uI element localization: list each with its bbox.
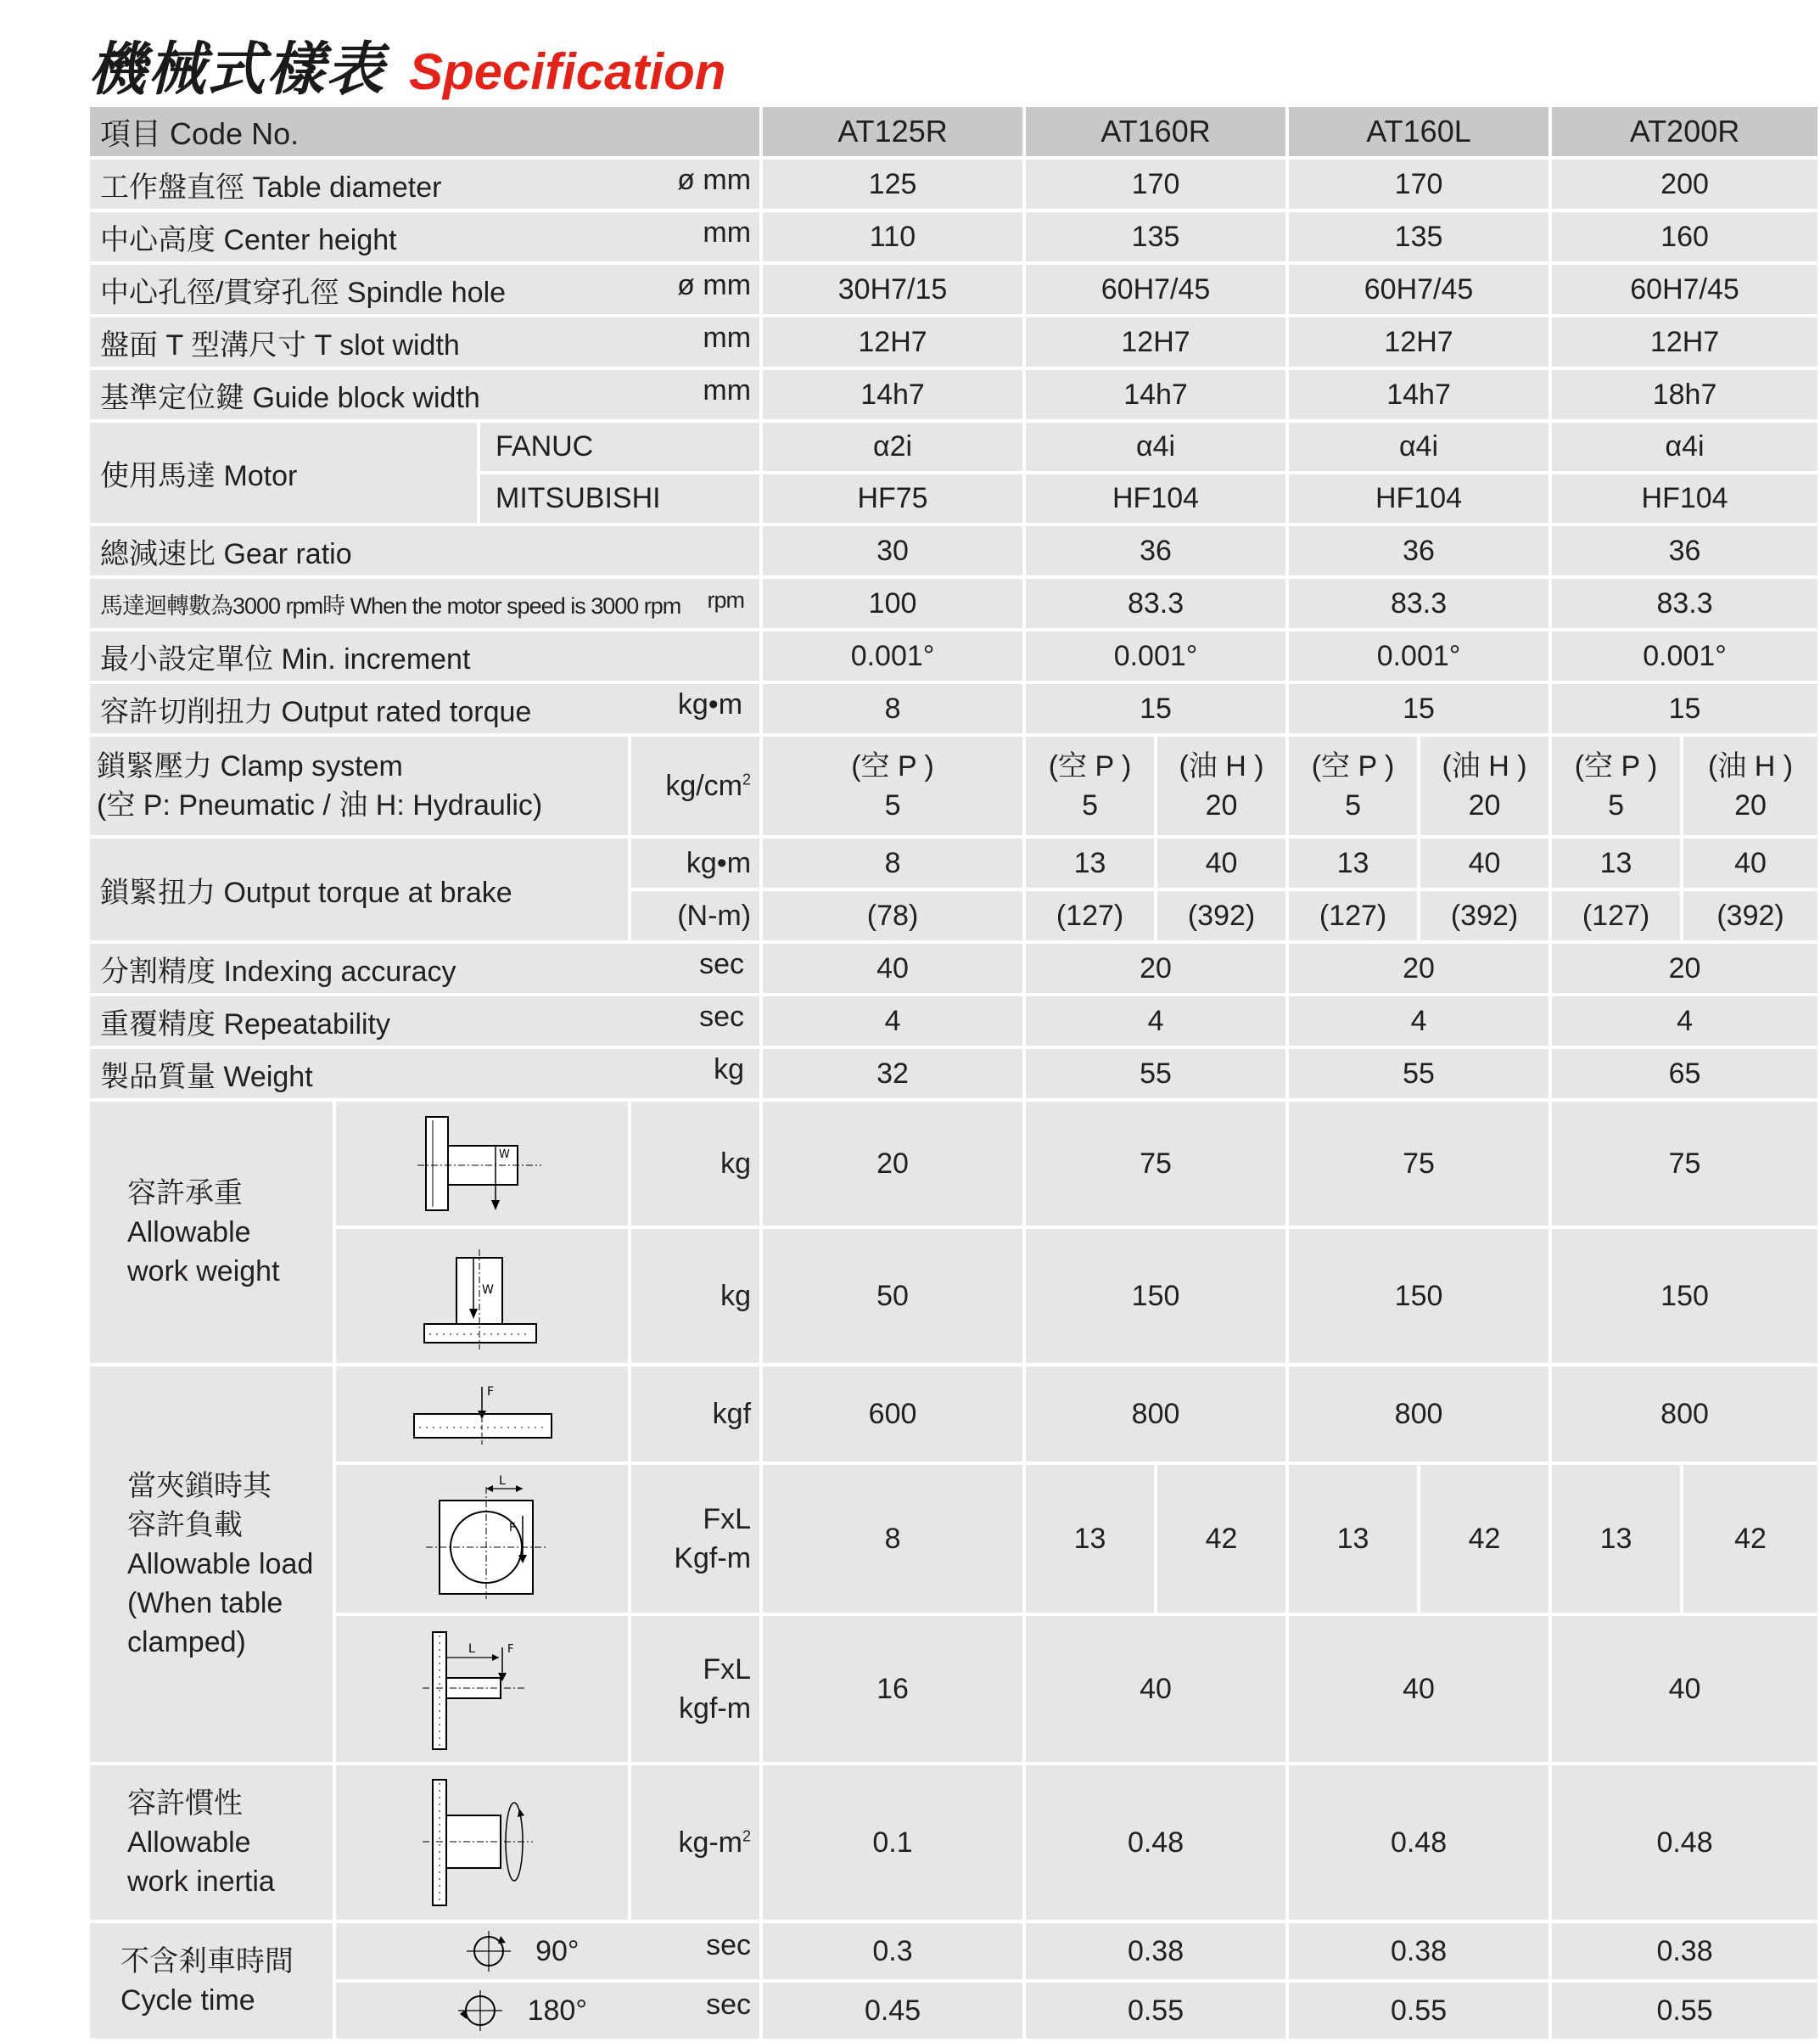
value-cell: (127): [1024, 889, 1156, 942]
value-cell: 15: [1550, 682, 1819, 735]
clamp-label-line1: 鎖緊壓力 Clamp system: [97, 750, 403, 783]
spec-cell: [88, 210, 761, 263]
rotation-180-icon: [455, 1989, 506, 2033]
svg-text:F: F: [487, 1385, 495, 1399]
value-cell: 30H7/15: [761, 263, 1024, 316]
row-guide-block: [88, 368, 1819, 421]
clamp-type: (油 H ): [1708, 750, 1794, 783]
value-cell: 4: [1287, 995, 1550, 1047]
row-work-weight-horizontal: [88, 1100, 1819, 1227]
value-cell: 4: [1550, 995, 1819, 1047]
value-cell: 125: [761, 158, 1024, 210]
value-cell: 36: [1287, 525, 1550, 577]
value-cell: 800: [1550, 1365, 1819, 1463]
value-cell: 0.55: [1287, 1981, 1550, 2040]
value-cell: 0.55: [1550, 1981, 1819, 2040]
value-cell: 55: [1024, 1047, 1287, 1100]
clamp-value: 20: [1734, 789, 1767, 822]
value-cell: 75: [1024, 1100, 1287, 1227]
overhang-load-figure: [334, 1614, 630, 1764]
header-label: 項目 Code No.: [88, 105, 761, 158]
title-english: Specification: [409, 43, 726, 100]
rotation-90-icon: [463, 1929, 514, 1973]
brake-unit-nm: (N-m): [630, 889, 761, 942]
motor-brand-fanuc: FANUC: [479, 421, 761, 473]
value-cell: 800: [1024, 1365, 1287, 1463]
clamp-cell: [1287, 735, 1419, 837]
spec-label: 使用馬達 Motor: [88, 421, 479, 525]
clamp-value: 5: [884, 789, 901, 822]
row-indexing: [88, 942, 1819, 995]
spec-label: 中心高度 Center height: [100, 223, 397, 256]
value-cell: 170: [1287, 158, 1550, 210]
value-cell: 12H7: [1287, 316, 1550, 368]
value-cell: 40: [1682, 837, 1819, 889]
spec-label: 製品質量 Weight: [100, 1060, 313, 1093]
clamp-type: (油 H ): [1179, 750, 1264, 783]
spec-label: 總減速比 Gear ratio: [88, 525, 761, 577]
value-cell: 12H7: [761, 316, 1024, 368]
spec-cell: [88, 682, 761, 735]
value-cell: 12H7: [1024, 316, 1287, 368]
value-cell: 36: [1550, 525, 1819, 577]
row-motor-speed: [88, 577, 1819, 630]
specification-table: [87, 104, 1820, 2042]
value-cell: HF104: [1024, 473, 1287, 525]
clamp-unit: $kg/cm^2$: [630, 735, 761, 837]
moment-force-diagram-icon: [414, 1475, 550, 1602]
value-cell: 13: [1550, 837, 1682, 889]
svg-text:W: W: [499, 1148, 510, 1161]
value-cell: HF104: [1287, 473, 1550, 525]
title-chinese: 機械式樣表: [88, 36, 386, 104]
value-cell: 42: [1156, 1463, 1287, 1614]
row-inertia: [88, 1764, 1819, 1921]
work-weight-label: 容許承重 Allowable work weight: [88, 1100, 334, 1365]
value-cell: 83.3: [1287, 577, 1550, 630]
value-cell: 0.001°: [1024, 630, 1287, 682]
row-clamp-system: [88, 735, 1819, 837]
row-min-increment: [88, 630, 1819, 682]
cycle-90-cell: [334, 1921, 761, 1981]
cycle-unit: sec: [706, 1929, 752, 1961]
value-cell: (78): [761, 889, 1024, 942]
value-cell: 13: [1287, 1463, 1419, 1614]
value-cell: 100: [761, 577, 1024, 630]
brake-unit: kg•m: [630, 837, 761, 889]
value-cell: 15: [1024, 682, 1287, 735]
svg-text:F: F: [509, 1522, 516, 1534]
clamp-cell: [1550, 735, 1682, 837]
inertia-figure: [334, 1764, 630, 1921]
spec-label: 中心孔徑/貫穿孔徑 Spindle hole: [100, 276, 507, 309]
value-cell: 13: [1024, 1463, 1156, 1614]
value-cell: 83.3: [1550, 577, 1819, 630]
clamp-label-line2: (空 P: Pneumatic / 油 H: Hydraulic): [97, 789, 543, 822]
row-cycle-90: [88, 1921, 1819, 1981]
value-cell: 15: [1287, 682, 1550, 735]
vertical-load-figure: [334, 1227, 630, 1365]
row-spindle-hole: [88, 263, 1819, 316]
value-cell: 0.45: [761, 1981, 1024, 2040]
row-brake-torque: [88, 837, 1819, 889]
value-cell: 75: [1550, 1100, 1819, 1227]
value-cell: (127): [1287, 889, 1419, 942]
value-cell: 30: [761, 525, 1024, 577]
page-title: [88, 24, 725, 106]
spec-unit: mm: [703, 216, 752, 249]
spec-cell: [88, 942, 761, 995]
row-weight: [88, 1047, 1819, 1100]
value-cell: 13: [1024, 837, 1156, 889]
value-cell: 42: [1682, 1463, 1819, 1614]
value-cell: 0.3: [761, 1921, 1024, 1981]
value-cell: 40: [761, 942, 1024, 995]
spec-label: 工作盤直徑 Table diameter: [100, 171, 442, 204]
value-cell: 14h7: [761, 368, 1024, 421]
svg-text:W: W: [482, 1283, 494, 1297]
value-cell: (392): [1682, 889, 1819, 942]
moment-load-figure: [334, 1463, 630, 1614]
value-cell: 0.48: [1024, 1764, 1287, 1921]
allow-load-label: 當夾鎖時其 容許負載 Allowable load (When table clamped): [88, 1365, 334, 1764]
value-cell: 20: [1287, 942, 1550, 995]
value-cell: 40: [1419, 837, 1550, 889]
value-cell: 8: [761, 682, 1024, 735]
value-cell: 170: [1024, 158, 1287, 210]
model-at125r: AT125R: [761, 105, 1024, 158]
value-cell: 65: [1550, 1047, 1819, 1100]
value-cell: HF104: [1550, 473, 1819, 525]
value-cell: 12H7: [1550, 316, 1819, 368]
value-cell: 110: [761, 210, 1024, 263]
value-cell: 0.38: [1287, 1921, 1550, 1981]
value-cell: 55: [1287, 1047, 1550, 1100]
row-allow-load-moment: [88, 1463, 1819, 1614]
value-cell: 36: [1024, 525, 1287, 577]
value-cell: (127): [1550, 889, 1682, 942]
spec-cell: [88, 316, 761, 368]
inertia-unit: $kg-m^2$: [630, 1764, 761, 1921]
value-cell: 14h7: [1287, 368, 1550, 421]
brake-label: 鎖緊扭力 Output torque at brake: [88, 837, 630, 942]
spec-label: 重覆精度 Repeatability: [100, 1007, 391, 1041]
row-repeatability: [88, 995, 1819, 1047]
value-cell: 0.001°: [761, 630, 1024, 682]
work-weight-unit: kg: [630, 1227, 761, 1365]
clamp-value: 20: [1205, 789, 1238, 822]
value-cell: 135: [1287, 210, 1550, 263]
cycle-180-cell: [334, 1981, 761, 2040]
spec-unit: mm: [703, 321, 752, 354]
clamp-value: 5: [1345, 789, 1361, 822]
value-cell: HF75: [761, 473, 1024, 525]
clamp-type: (空 P ): [851, 750, 934, 783]
value-cell: 0.48: [1287, 1764, 1550, 1921]
allow-load-unit: FxL Kgf-m: [630, 1463, 761, 1614]
value-cell: 75: [1287, 1100, 1550, 1227]
spec-label: 基準定位鍵 Guide block width: [100, 381, 480, 414]
axial-load-figure: [334, 1365, 630, 1463]
value-cell: 20: [1550, 942, 1819, 995]
clamp-type: (油 H ): [1442, 750, 1527, 783]
spec-unit: rpm: [707, 586, 745, 613]
value-cell: 0.48: [1550, 1764, 1819, 1921]
value-cell: 150: [1550, 1227, 1819, 1365]
value-cell: 150: [1024, 1227, 1287, 1365]
value-cell: 14h7: [1024, 368, 1287, 421]
value-cell: 40: [1156, 837, 1287, 889]
spec-unit: mm: [703, 373, 752, 407]
clamp-value: 5: [1082, 789, 1098, 822]
value-cell: 32: [761, 1047, 1024, 1100]
value-cell: 4: [1024, 995, 1287, 1047]
value-cell: 150: [1287, 1227, 1550, 1365]
value-cell: 18h7: [1550, 368, 1819, 421]
clamp-type: (空 P ): [1311, 750, 1395, 783]
clamp-type: (空 P ): [1048, 750, 1132, 783]
value-cell: α4i: [1287, 421, 1550, 473]
spec-unit: ø mm: [677, 163, 752, 196]
allow-load-unit: FxL kgf-m: [630, 1614, 761, 1764]
value-cell: 0.38: [1550, 1921, 1819, 1981]
cycle-angle-180: 180°: [527, 1994, 587, 2027]
value-cell: 60H7/45: [1550, 263, 1819, 316]
value-cell: α4i: [1024, 421, 1287, 473]
row-cycle-180: [88, 1981, 1819, 2040]
clamp-value: 20: [1468, 789, 1501, 822]
cycle-unit: sec: [706, 1989, 752, 2021]
value-cell: 13: [1550, 1463, 1682, 1614]
value-cell: 40: [1024, 1614, 1287, 1764]
spec-unit: sec: [699, 1000, 745, 1033]
motor-brand-mitsubishi: MITSUBISHI: [479, 473, 761, 525]
spec-unit: sec: [699, 947, 745, 980]
row-center-height: [88, 210, 1819, 263]
svg-text:L: L: [499, 1475, 506, 1488]
clamp-label: [88, 735, 630, 837]
value-cell: 13: [1287, 837, 1419, 889]
spec-unit: ø mm: [677, 268, 752, 301]
value-cell: 0.38: [1024, 1921, 1287, 1981]
value-cell: 60H7/45: [1024, 263, 1287, 316]
value-cell: 8: [761, 1463, 1024, 1614]
svg-text:L: L: [468, 1642, 475, 1656]
value-cell: 60H7/45: [1287, 263, 1550, 316]
spec-label: 最小設定單位 Min. increment: [88, 630, 761, 682]
vertical-table-diagram-icon: [414, 1241, 550, 1351]
spec-unit: kg: [714, 1052, 745, 1086]
clamp-cell: [1156, 735, 1287, 837]
value-cell: 8: [761, 837, 1024, 889]
spec-unit: kg•m: [677, 687, 743, 721]
model-at200r: AT200R: [1550, 105, 1819, 158]
value-cell: 40: [1550, 1614, 1819, 1764]
value-cell: (392): [1156, 889, 1287, 942]
inertia-rotation-diagram-icon: [414, 1775, 550, 1910]
clamp-cell: [1024, 735, 1156, 837]
value-cell: 42: [1419, 1463, 1550, 1614]
value-cell: 50: [761, 1227, 1024, 1365]
row-allow-load-overhang: [88, 1614, 1819, 1764]
value-cell: 0.1: [761, 1764, 1024, 1921]
clamp-value: 5: [1608, 789, 1624, 822]
row-allow-load-axial: [88, 1365, 1819, 1463]
row-table-diameter: [88, 158, 1819, 210]
inertia-label: 容許慣性 Allowable work inertia: [88, 1764, 334, 1921]
spec-label: 馬達迴轉數為3000 rpm時 When the motor speed is 3000 rpm: [100, 592, 681, 619]
model-at160l: AT160L: [1287, 105, 1550, 158]
value-cell: 4: [761, 995, 1024, 1047]
value-cell: α4i: [1550, 421, 1819, 473]
value-cell: 135: [1024, 210, 1287, 263]
spec-label: 容許切削扭力 Output rated torque: [100, 695, 532, 728]
work-weight-unit: kg: [630, 1100, 761, 1227]
value-cell: 20: [1024, 942, 1287, 995]
value-cell: 800: [1287, 1365, 1550, 1463]
model-at160r: AT160R: [1024, 105, 1287, 158]
spec-cell: [88, 263, 761, 316]
cycle-label: 不含剎車時間 Cycle time: [88, 1921, 334, 2040]
horizontal-load-figure: [334, 1100, 630, 1227]
value-cell: 20: [761, 1100, 1024, 1227]
row-rated-torque: [88, 682, 1819, 735]
row-motor-fanuc: [88, 421, 1819, 473]
cycle-angle-90: 90°: [535, 1934, 580, 1967]
spec-cell: [88, 1047, 761, 1100]
spec-label: 分割精度 Indexing accuracy: [100, 955, 456, 988]
row-gear-ratio: [88, 525, 1819, 577]
spec-cell: [88, 368, 761, 421]
allow-load-unit: kgf: [630, 1365, 761, 1463]
clamp-type: (空 P ): [1574, 750, 1658, 783]
value-cell: 83.3: [1024, 577, 1287, 630]
value-cell: 160: [1550, 210, 1819, 263]
value-cell: 600: [761, 1365, 1024, 1463]
row-t-slot: [88, 316, 1819, 368]
value-cell: 0.001°: [1550, 630, 1819, 682]
value-cell: α2i: [761, 421, 1024, 473]
clamp-cell: [1419, 735, 1550, 837]
clamp-cell: [1682, 735, 1819, 837]
svg-text:F: F: [507, 1643, 514, 1656]
value-cell: 200: [1550, 158, 1819, 210]
value-cell: 0.001°: [1287, 630, 1550, 682]
header-row: [88, 105, 1819, 158]
spec-label: 盤面 T 型溝尺寸 T slot width: [100, 328, 460, 362]
value-cell: 16: [761, 1614, 1024, 1764]
value-cell: 40: [1287, 1614, 1550, 1764]
spec-cell: [88, 577, 761, 630]
row-work-weight-vertical: [88, 1227, 1819, 1365]
clamp-cell: [761, 735, 1024, 837]
overhang-force-diagram-icon: [414, 1625, 550, 1753]
value-cell: (392): [1419, 889, 1550, 942]
horizontal-table-diagram-icon: [414, 1108, 550, 1219]
spec-cell: [88, 158, 761, 210]
axial-force-diagram-icon: [406, 1380, 558, 1448]
spec-cell: [88, 995, 761, 1047]
value-cell: 0.55: [1024, 1981, 1287, 2040]
